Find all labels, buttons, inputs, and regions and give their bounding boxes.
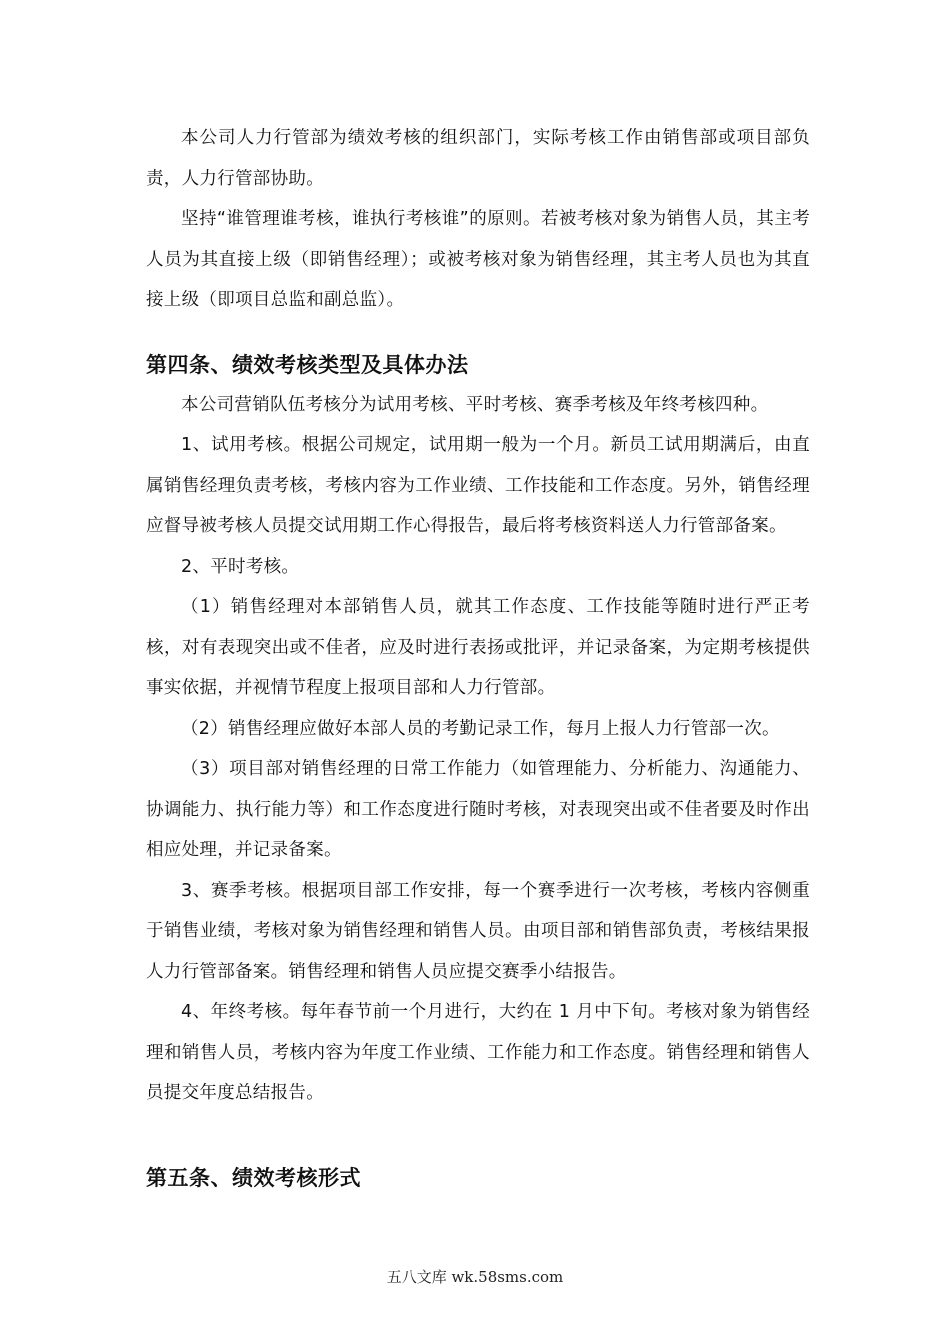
page-footer-watermark: 五八文库 wk.58sms.com [386, 1268, 564, 1286]
paragraph-assessment-types: 本公司营销队伍考核分为试用考核、平时考核、赛季考核及年终考核四种。 [181, 394, 769, 415]
document-body [146, 118, 810, 1198]
paragraph-routine-item-3: （3）项目部对销售经理的日常工作能力（如管理能力、分析能力、沟通能力、协调能力、执行能力等）和工作态度进行随时考核，对表现突出或不佳者要及时作出相应处理，并记录备案。 [146, 759, 810, 860]
paragraph-principle: 坚持“谁管理谁考核，谁执行考核谁”的原则。若被考核对象为销售人员，其主考人员为其直接上级（即销售经理）；或被考核对象为销售经理，其主考人员也为其直接上级（即项目总监和副总监）。 [146, 209, 810, 310]
paragraph-annual-assessment: 4、年终考核。每年春节前一个月进行，大约在 1 月中下旬。考核对象为销售经理和销售人员，考核内容为年度工作业绩、工作能力和工作态度。销售经理和销售人员提交年度总结报告。 [146, 1002, 810, 1103]
paragraph-organization: 本公司人力行管部为绩效考核的组织部门，实际考核工作由销售部或项目部负责，人力行管部协助。 [146, 128, 810, 189]
section-5-heading: 第五条、绩效考核形式 [146, 1165, 361, 1190]
paragraph-season-assessment: 3、赛季考核。根据项目部工作安排，每一个赛季进行一次考核，考核内容侧重于销售业绩，考核对象为销售经理和销售人员。由项目部和销售部负责，考核结果报人力行管部备案。销售经理和销售人员应提交赛季小结报告。 [146, 880, 810, 982]
paragraph-routine-item-1: （1）销售经理对本部销售人员，就其工作态度、工作技能等随时进行严正考核，对有表现突出或不佳者，应及时进行表扬或批评，并记录备案，为定期考核提供事实依据，并视情节程度上报项目部和人力行管部。 [146, 597, 810, 698]
paragraph-probation-assessment: 1、试用考核。根据公司规定，试用期一般为一个月。新员工试用期满后，由直属销售经理负责考核，考核内容为工作业绩、工作技能和工作态度。另外，销售经理应督导被考核人员提交试用期工作心得报告，最后将考核资料送人力行管部备案。 [146, 435, 810, 536]
paragraph-routine-assessment: 2、平时考核。 [181, 556, 300, 577]
section-4-heading: 第四条、绩效考核类型及具体办法 [146, 352, 469, 377]
paragraph-routine-item-2: （2）销售经理应做好本部人员的考勤记录工作，每月上报人力行管部一次。 [181, 718, 780, 739]
